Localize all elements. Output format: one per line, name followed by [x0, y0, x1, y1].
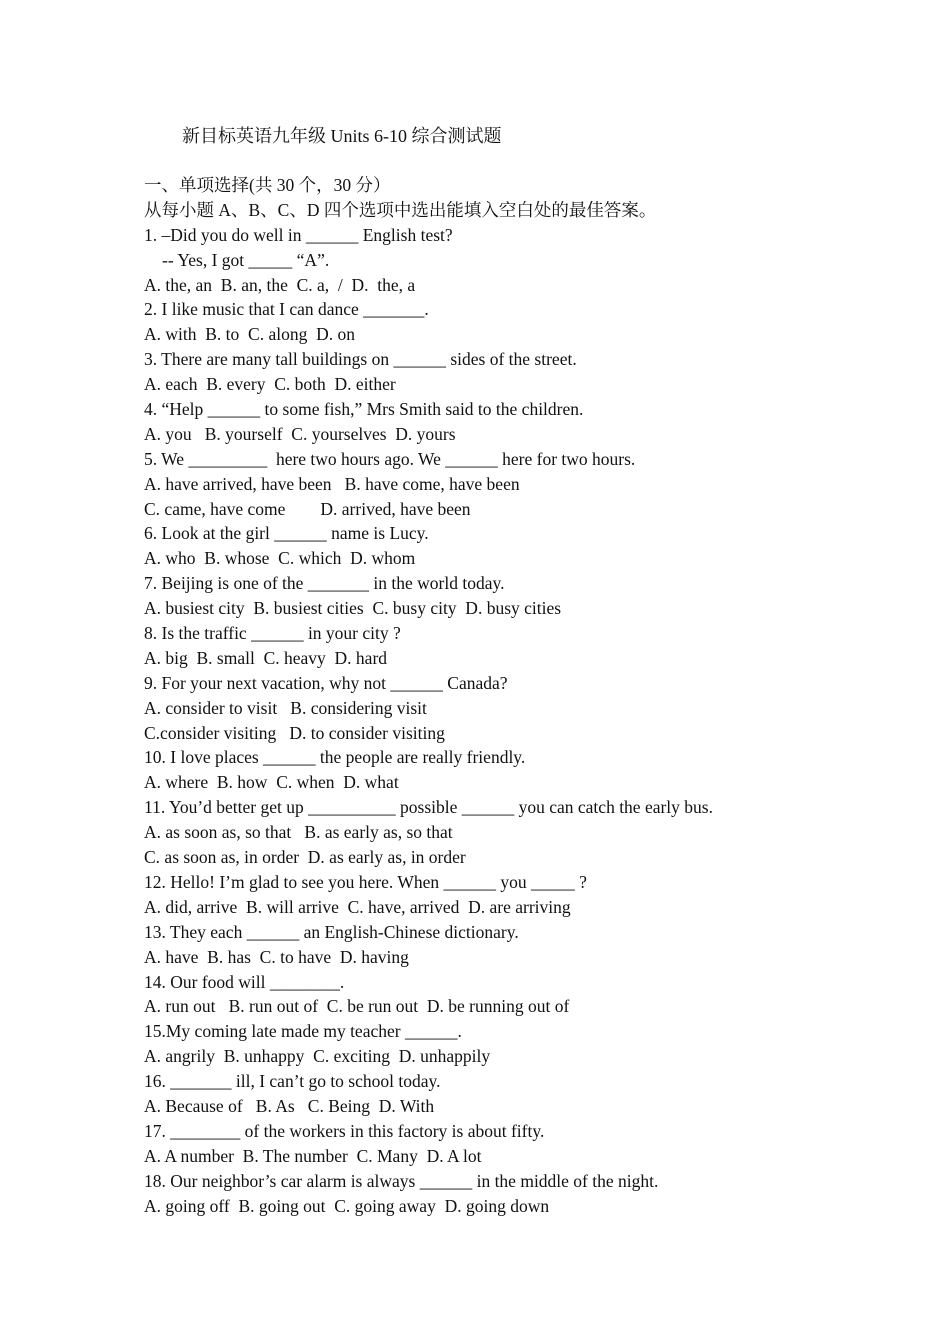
question-stem: 7. Beijing is one of the _______ in the world today. — [144, 573, 505, 594]
question-stem: 4. “Help ______ to some fish,” Mrs Smith said to the children. — [144, 399, 584, 420]
page-title: 新目标英语九年级 Units 6-10 综合测试题 — [182, 126, 502, 146]
question-options: A. busiest city B. busiest cities C. busy city D. busy cities — [144, 598, 562, 619]
question-options: C.consider visiting D. to consider visiting — [144, 722, 445, 743]
question-stem: 17. ________ of the workers in this factory is about fifty. — [144, 1120, 545, 1141]
question-stem: 8. Is the traffic ______ in your city ? — [144, 623, 401, 644]
question-options: C. as soon as, in order D. as early as, in order — [144, 847, 466, 868]
question-options: A. each B. every C. both D. either — [144, 374, 396, 395]
question-options: A. who B. whose C. which D. whom — [144, 548, 416, 569]
question-stem: 15.My coming late made my teacher ______. — [144, 1021, 462, 1042]
question-options: A. have arrived, have been B. have come, have been — [144, 473, 520, 494]
question-options: A. with B. to C. along D. on — [144, 324, 355, 345]
question-stem: 14. Our food will ________. — [144, 971, 345, 992]
question-stem: 12. Hello! I’m glad to see you here. When ______ you _____ ? — [144, 871, 587, 892]
question-stem: 6. Look at the girl ______ name is Lucy. — [144, 523, 429, 544]
question-stem: 1. –Did you do well in ______ English test? — [144, 224, 453, 245]
question-options: A. run out B. run out of C. be run out D. be running out of — [144, 996, 570, 1017]
question-stem: 2. I like music that I can dance _______. — [144, 299, 429, 320]
question-stem: 3. There are many tall buildings on ______ sides of the street. — [144, 349, 577, 370]
question-stem: 13. They each ______ an English-Chinese dictionary. — [144, 921, 519, 942]
question-options: A. angrily B. unhappy C. exciting D. unhappily — [144, 1046, 491, 1067]
question-options: A. did, arrive B. will arrive C. have, arrived D. are arriving — [144, 896, 571, 917]
document-body — [144, 173, 904, 1218]
question-options: A. you B. yourself C. yourselves D. yours — [144, 423, 456, 444]
question-options: A. the, an B. an, the C. a, / D. the, a — [144, 274, 416, 295]
question-options: A. going off B. going out C. going away D. going down — [144, 1195, 550, 1216]
question-options: A. as soon as, so that B. as early as, so that — [144, 822, 453, 843]
question-options: A. big B. small C. heavy D. hard — [144, 647, 388, 668]
question-stem: 11. You’d better get up __________ possible ______ you can catch the early bus. — [144, 797, 713, 818]
question-stem-reply: -- Yes, I got _____ “A”. — [162, 249, 330, 270]
question-options: A. consider to visit B. considering visit — [144, 697, 427, 718]
question-stem: 5. We _________ here two hours ago. We ______ here for two hours. — [144, 448, 636, 469]
question-stem: 9. For your next vacation, why not ______ Canada? — [144, 672, 508, 693]
section-instruction: 从每小题 A、B、C、D 四个选项中选出能填入空白处的最佳答案。 — [144, 199, 657, 220]
section-heading: 一、单项选择(共 30 个，30 分） — [144, 175, 391, 195]
question-options: A. Because of B. As C. Being D. With — [144, 1095, 435, 1116]
question-options: C. came, have come D. arrived, have been — [144, 498, 471, 519]
question-options: A. have B. has C. to have D. having — [144, 946, 409, 967]
question-stem: 16. _______ ill, I can’t go to school today. — [144, 1071, 441, 1092]
question-stem: 10. I love places ______ the people are really friendly. — [144, 747, 526, 768]
question-options: A. where B. how C. when D. what — [144, 772, 399, 793]
question-options: A. A number B. The number C. Many D. A lot — [144, 1145, 482, 1166]
question-stem: 18. Our neighbor’s car alarm is always ______ in the middle of the night. — [144, 1170, 659, 1191]
